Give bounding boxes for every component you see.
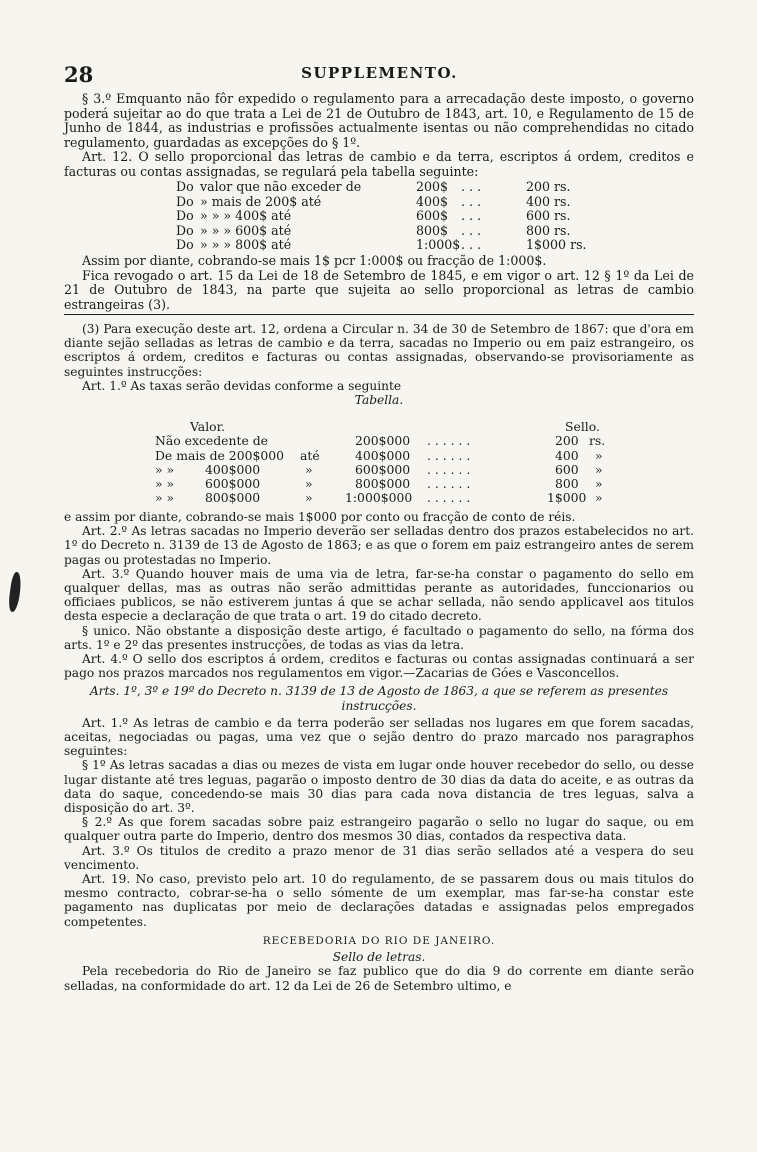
decree-art-3: Art. 3.º Os titulos de credito a prazo menor de 31 dias serão sellados até a vespera do seu vencimento.	[64, 843, 694, 872]
footnote-art-1: Art. 1.º As taxas serão devidas conforme a seguinte	[82, 378, 402, 393]
footnote-art-4: Art. 4.º O sello dos escriptos á ordem, creditos e facturas ou contas assignadas continuará a ser pago nos prazos marcados nos regulamentos em vigor.—Zacarias de Góes e Vasconcellos.	[64, 652, 694, 681]
decree-art-1: Art. 1.º As letras de cambio e da terra poderão ser selladas nos lugares em que forem sacadas, aceitas, negociadas ou pagas, uma vez que o sejão dentro do prazo marcado nos paragraphos seguintes:	[64, 715, 694, 759]
footnote-art-2: Art. 2.º As letras sacadas no Imperio deverão ser selladas dentro dos prazos estabelecidos no art. 1º do Decreto n. 3139 de 13 de Agosto de 1863; e as que o forem em paiz estrangeiro antes de serem pagas ou protestadas no Imperio.	[64, 524, 694, 567]
decree-paragraph-2: § 2.º As que forem sacadas sobre paiz estrangeiro pagarão o sello no lugar do saque, ou em qualquer outra parte do Imperio, dentro dos mesmos 30 dias, contados da respectiva data.	[64, 815, 694, 844]
paragraph-revogado: Fica revogado o art. 15 da Lei de 18 de Setembro de 1845, e em vigor o art. 12 § 1º da Lei de 21 de Outubro de 1843, na parte que sujeita ao sello proporcional as letras de cambio estrangeiras (3).	[64, 267, 694, 312]
table-row: De mais de 200$000 até 400$000 . . . . . . 400 »	[155, 447, 603, 463]
table-row: Não excedente de 200$000 . . . . . . 200 rs.	[155, 433, 606, 449]
column-header-valor: Valor.	[190, 419, 226, 434]
footnote-intro: (3) Para execução deste art. 12, ordena a Circular n. 34 de 30 de Setembro de 1867: que d'ora em diante sejão selladas as letras de cambio e da terra, sacadas no Imperio ou em paiz estrangeiro, os escriptos á ordem, creditos e facturas ou contas assignadas, observando-se provisoriamente as seguintes instrucções:	[64, 322, 694, 379]
document-page: 28 SUPPLEMENTO. § 3.º Emquanto não fôr expedido o regulamento para a arrecadação deste imposto, o governo poderá sujeitar ao do que trata a Lei de 21 de Outubro de 1843, art. 10, e Regulamento de 15 de Junho de 1844, as industrias e profissões actualmente isentas ou não comprehendidas no citado regulamento, guardadas as excepções do § 1º. Art. 12. O sello proporcional das letras de cambio e da terra, escriptos á ordem, creditos e facturas ou contas assignadas, se regulará pela tabella seguinte: Do valor que não exceder de 200$ . . . 200 rs. Do » mais de 200$ até 400$ . . . 400 rs. Do » » » 400$ até 600$ . . . 600 rs. Do » » » 600$ até 800$ . . . 800 rs. Do » » » 800$ até 1:000$ . . . 1$000 rs. Assim por diante, cobrando-se mais 1$ pcr 1:000$ ou fracção de 1:000$. Fica revogado o art. 15 da Lei de 18 de Setembro de 1845, e em vigor o art. 12 § 1º da Lei de 21 de Outubro de 1843, na parte que sujeita ao sello proporcional as letras de cambio estrangeiras (3). (3) Para execução deste art. 12, ordena a Circular n. 34 de 30 de Setembro de 1867: que d'ora em diante sejão selladas as letras de cambio e da terra, sacadas no Imperio ou em paiz estrangeiro, os escriptos á ordem, creditos e facturas ou contas assignadas, observando-se provisoriamente as seguintes instrucções: Art. 1.º As taxas serão devidas conforme a seguinte Tabella. Valor. Sello. Não excedente de 200$000 . . . . . . 200 rs. De mais de 200$000 até 400$000 . . . . . . 400 » » » 400$000 » 600$000 . . . . . . 600 » » » 600$000 » 800$000 . . . . . . 800 » » » 800$000 » 1:000$000 . . . . . . 1$000 » e assim por diante, cobrando-se mais 1$000 por conto ou fracção de conto de réis. Art. 2.º As letras sacadas no Imperio deverão ser selladas dentro dos prazos estabelecidos no art. 1º do Decreto n. 3139 de 13 de Agosto de 1863; e as que o forem em paiz estrangeiro antes de serem pagas ou protestadas no Imperio. Art. 3.º Quando houver mais de uma via de letra, far-se-ha constar o pagamento do sello em qualquer dellas, mas as outras não serão admittidas perante as autoridades, funccionarios ou officiaes publicos, se não estiverem juntas á que se achar sellada, não sendo applicavel aos titulos desta especie a declaração de que trata o art. 19 do citado decreto. § unico. Não obstante a disposição deste artigo, é facultado o pagamento do sello, na fórma dos arts. 1º e 2º das presentes instrucções, de todas as vias da letra. Art. 4.º O sello dos escriptos á ordem, creditos e facturas ou contas assignadas continuará a ser pago nos prazos marcados nos regulamentos em vigor.—Zacarias de Góes e Vasconcellos. Arts. 1º, 3º e 19º do Decreto n. 3139 de 13 de Agosto de 1863, a que se referem as presentes instrucções. Art. 1.º As letras de cambio e da terra poderão ser selladas nos lugares em que forem sacadas, aceitas, negociadas ou pagas, uma vez que o sejão dentro do prazo marcado nos paragraphos seguintes: § 1º As letras sacadas a dias ou mezes de vista em lugar onde houver recebedor do sello, ou desse lugar distante até tres leguas, pagarão o imposto dentro de 30 dias da data do aceite, e as outras da data do saque, concedendo-se mais 30 dias para cada nova distancia de tres leguas, salva a disposição do art. 3º. § 2.º As que forem sacadas sobre paiz estrangeiro pagarão o sello no lugar do saque, ou em qualquer outra parte do Imperio, dentro dos mesmos 30 dias, contados da respectiva data. Art. 3.º Os titulos de credito a prazo menor de 31 dias serão sellados até a vespera do seu vencimento. Art. 19. No caso, previsto pelo art. 10 do regulamento, de se passarem dous ou mais titulos do mesmo contracto, cobrar-se-ha o sello sómente de um exemplar, mas far-se-ha constar este pagamento nas duplicatas por meio de declarações datadas e assignadas pelos empregados competentes. RECEBEDORIA DO RIO DE JANEIRO. Sello de letras. Pela recebedoria do Rio de Janeiro se faz publico que do dia 9 do corrente em diante serão selladas, na conformidade do art. 12 da Lei de 26 de Setembro ultimo, e	[0, 0, 757, 1152]
stamp-duty-table	[155, 420, 625, 506]
table-row: » » 400$000 » 600$000 . . . . . . 600 »	[155, 461, 603, 477]
footnote-body	[64, 510, 694, 993]
paragraph-section-3: § 3.º Emquanto não fôr expedido o regulamento para a arrecadação deste imposto, o governo poderá sujeitar ao do que trata a Lei de 21 de Outubro de 1843, art. 10, e Regulamento de 15 de Junho de 1844, as industrias e profissões actualmente isentas ou não comprehendidas no citado regulamento, guardadas as excepções do § 1º.	[64, 91, 694, 150]
decree-heading: Arts. 1º, 3º e 19º do Decreto n. 3139 de 13 de Agosto de 1863, a que se referem as presentes instrucções.	[89, 684, 669, 713]
final-paragraph: Pela recebedoria do Rio de Janeiro se faz publico que do dia 9 do corrente em diante serão selladas, na conformidade do art. 12 da Lei de 26 de Setembro ultimo, e	[64, 964, 694, 993]
decree-art-19: Art. 19. No caso, previsto pelo art. 10 do regulamento, de se passarem dous ou mais titulos do mesmo contracto, cobrar-se-ha o sello sómente de um exemplar, mas far-se-ha constar este pagamento nas duplicatas por meio de declarações datadas e assignadas pelos empregados competentes.	[64, 872, 694, 929]
table-row: » » 600$000 » 800$000 . . . . . . 800 »	[155, 476, 603, 492]
running-title: SUPPLEMENTO.	[301, 64, 458, 82]
table-title: Tabella.	[354, 393, 404, 408]
footnote-intro-block	[64, 322, 694, 407]
paragraph-assim: Assim por diante, cobrando-se mais 1$ pcr 1:000$ ou fracção de 1:000$.	[82, 253, 547, 268]
main-text-bottom	[64, 254, 694, 312]
footnote-art-3: Art. 3.º Quando houver mais de uma via de letra, far-se-ha constar o pagamento do sello em qualquer dellas, mas as outras não serão admittidas perante as autoridades, funccionarios ou officiaes publicos, se não estiverem juntas á que se achar sellada, não sendo applicavel aos titulos desta especie a declaração de que trata o art. 19 do citado decreto.	[64, 566, 694, 624]
decree-paragraph-1: § 1º As letras sacadas a dias ou mezes de vista em lugar onde houver recebedor do sello, ou desse lugar distante até tres leguas, pagarão o imposto dentro de 30 dias da data do aceite, e as outras da data do saque, concedendo-se mais 30 dias para cada nova distancia de tres leguas, salva a disposição do art. 3º.	[64, 758, 694, 816]
table-row: » » 800$000 » 1:000$000 . . . . . . 1$000 »	[155, 490, 603, 506]
footnote-unico: § unico. Não obstante a disposição deste artigo, é facultado o pagamento do sello, na fórma dos arts. 1º e 2º das presentes instrucções, de todas as vias da letra.	[64, 623, 694, 652]
office-heading: RECEBEDORIA DO RIO DE JANEIRO.	[262, 934, 496, 947]
table-header-row	[155, 420, 625, 434]
office-subheading: Sello de letras.	[332, 950, 426, 965]
footnote-divider	[64, 314, 694, 315]
footnote-assim: e assim por diante, cobrando-se mais 1$000 por conto ou fracção de conto de réis.	[64, 510, 576, 524]
page-number: 28	[64, 62, 94, 87]
page-header	[64, 62, 695, 87]
main-text-top	[64, 92, 694, 180]
column-header-sello: Sello.	[565, 419, 600, 434]
paragraph-art-12: Art. 12. O sello proporcional das letras de cambio e da terra, escriptos á ordem, creditos e facturas ou contas assignadas, se regulará pela tabella seguinte:	[64, 149, 694, 179]
ink-blot	[7, 571, 22, 612]
